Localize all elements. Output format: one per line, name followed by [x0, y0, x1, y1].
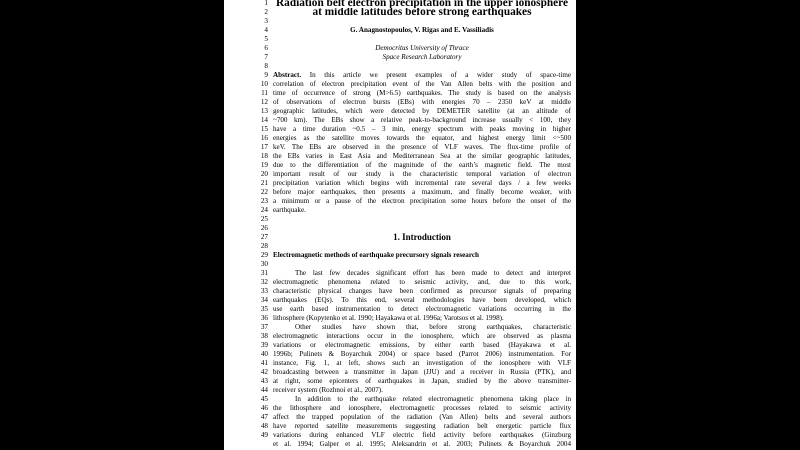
body-line: Other studies have shown that, before strong earthquakes, characteristic [295, 323, 571, 331]
body-line: at right, some epicenters of earthquakes in Japan, studied by the above transmitter- [273, 377, 571, 385]
line-number: 39 [260, 341, 268, 349]
line-number: 23 [260, 197, 268, 205]
line-number: 41 [260, 359, 268, 367]
line-number: 32 [260, 278, 268, 286]
line-number: 28 [260, 242, 268, 250]
line-number: 27 [260, 233, 268, 241]
line-number: 13 [260, 107, 268, 115]
line-number: 26 [260, 224, 268, 232]
line-number: 36 [260, 314, 268, 322]
abstract-line: have a time duration ~0.5 – 3 min, energy spectrum with peaks moving in higher [273, 125, 571, 133]
body-line: instance, Fig. 1, at left, shows such an investigation of the ionosphere with VLF [273, 359, 571, 367]
line-number: 9 [264, 71, 268, 79]
body-line: receiver system (Rozhnoi et al., 2007). [273, 386, 383, 394]
body-line: use earth based instrumentation to detect electromagnetic variations occurring in the [273, 305, 571, 313]
subsection-heading: Electromagnetic methods of earthquake precursory signals research [273, 251, 479, 259]
abstract-line: precipitation variation which begins with incremental rate several days / a few weeks [273, 179, 571, 187]
line-number: 3 [264, 17, 268, 25]
abstract-line: correlation of electron precipitation event of the Van Allen belts with the position and [273, 80, 571, 88]
line-number: 24 [260, 206, 268, 214]
abstract-line: geographic latitudes, which were detected by DEMETER satellite (at an altitude of [273, 107, 571, 115]
line-number: 33 [260, 287, 268, 295]
paper-title-line: at middle latitudes before strong earthquakes [312, 8, 532, 17]
abstract-line: of observations of electron bursts (EBs) with energies 70 – 2350 keV at middle [273, 98, 571, 106]
line-number: 19 [260, 161, 268, 169]
line-number: 21 [260, 179, 268, 187]
line-number: 47 [260, 413, 268, 421]
line-number: 22 [260, 188, 268, 196]
body-line: The last few decades significant effort has been made to detect and interpret [295, 269, 571, 277]
abstract-line: energies as the satellite moves towards the equator, and highest energy limit <~500 [273, 134, 571, 142]
line-number: 38 [260, 332, 268, 340]
affiliation-line: Space Research Laboratory [382, 53, 462, 61]
line-number: 30 [260, 260, 268, 268]
line-number: 7 [264, 53, 268, 61]
abstract-line: important result of our study is the characteristic temporal variation of electron [273, 170, 571, 178]
abstract-line [273, 71, 571, 80]
paper-title-line: Radiation belt electron precipitation in the upper ionosphere [276, 0, 568, 8]
abstract-line: the EBs varies in East Asia and Mediterranean Sea at the similar geographic latitudes, [273, 152, 571, 160]
body-line: electromagnetic interactions occur in the ionosphere, which are observed as plasma [273, 332, 571, 340]
line-number: 10 [260, 80, 268, 88]
body-line: electromagnetic phenomena related to seismic activity, and, due to this work, [273, 278, 571, 286]
body-line: earthquakes (EQs). To this end, several methodologies have been developed, which [273, 296, 571, 304]
body-line: broadcasting between a transmitter in Japan (JJU) and a receiver in Russia (PTK), and [273, 368, 571, 376]
line-number: 17 [260, 143, 268, 151]
line-number: 25 [260, 215, 268, 223]
line-number: 49 [260, 431, 268, 439]
body-line: variations or electromagnetic emissions, by either earth based (Hayakawa et al. [273, 341, 571, 349]
line-number: 48 [260, 422, 268, 430]
abstract-line: time of occurrence of strong (M>6.5) earthquakes. The study is based on the analysis [273, 89, 571, 97]
body-line: characteristic physical changes have been confirmed as precursor signals of preparing [273, 287, 571, 295]
line-number: 11 [261, 89, 268, 97]
body-line: the lithosphere and ionosphere, electromagnetic processes related to seismic activity [273, 404, 571, 412]
line-number: 35 [260, 305, 268, 313]
line-number: 15 [260, 125, 268, 133]
section-heading: 1. Introduction [393, 233, 451, 242]
line-number: 1 [264, 0, 268, 7]
abstract-first-line-text: In this article we present examples of a wider study of space-time [309, 71, 571, 79]
line-number: 46 [260, 404, 268, 412]
line-number: 44 [260, 386, 268, 394]
body-line: In addition to the earthquake related electromagnetic phenomena taking place in [295, 395, 571, 403]
line-number: 42 [260, 368, 268, 376]
paper-page [224, 0, 576, 450]
line-number: 18 [260, 152, 268, 160]
body-line: affect the trapped population of the radiation (Van Allen) belts and several authors [273, 413, 571, 421]
line-number: 31 [260, 269, 268, 277]
abstract-line: before major earthquakes, then presents a maximum, and finally become weaker, with [273, 188, 571, 196]
line-number: 43 [260, 377, 268, 385]
abstract-line: due to the differentiation of the magnitude of the earth’s magnetic field. The most [273, 161, 571, 169]
body-line: have reported satellite measurements suggesting radiation belt energetic particle flux [273, 422, 571, 430]
abstract-label: Abstract. [273, 71, 302, 79]
line-number: 4 [264, 26, 268, 34]
line-number: 40 [260, 350, 268, 358]
line-number: 45 [260, 395, 268, 403]
body-line: et al. 1994; Galper et al. 1995; Aleksandrin et al. 2003; Pulinets & Boyarchuk 2004 [273, 440, 571, 448]
body-line: 1996b; Pulinets & Boyarchuk 2004) or space based (Parrot 2006) instrumentation. For [273, 350, 571, 358]
line-number: 34 [260, 296, 268, 304]
abstract-line: keV. The EBs are observed in the presence of VLF waves. The flux-time profile of [273, 143, 571, 151]
line-number: 29 [260, 251, 268, 259]
line-number: 5 [264, 35, 268, 43]
abstract-line: earthquake. [273, 206, 306, 214]
affiliation-line: Democritus University of Thrace [375, 44, 469, 52]
line-number: 12 [260, 98, 268, 106]
line-number: 37 [260, 323, 268, 331]
line-number: 8 [264, 62, 268, 70]
abstract-line: ~700 km). The EBs show a relative peak-to-background increase usually < 100, they [273, 116, 571, 124]
body-line: lithosphere (Kopytenko et al. 1990; Hayakawa et al. 1996a; Varotsos et al. 1998). [273, 314, 504, 322]
line-number: 16 [260, 134, 268, 142]
abstract-line: a minimum or a pause of the electron precipitation some hours before the onset of the [273, 197, 571, 205]
line-number: 20 [260, 170, 268, 178]
line-number: 6 [264, 44, 268, 52]
line-number: 2 [264, 8, 268, 16]
line-number: 14 [260, 116, 268, 124]
body-line: variations during enhanced VLF electric field activity before earthquakes (Ginzburg [273, 431, 571, 439]
paper-authors: G. Anagnostopoulos, V. Rigas and E. Vassiliadis [350, 26, 494, 34]
